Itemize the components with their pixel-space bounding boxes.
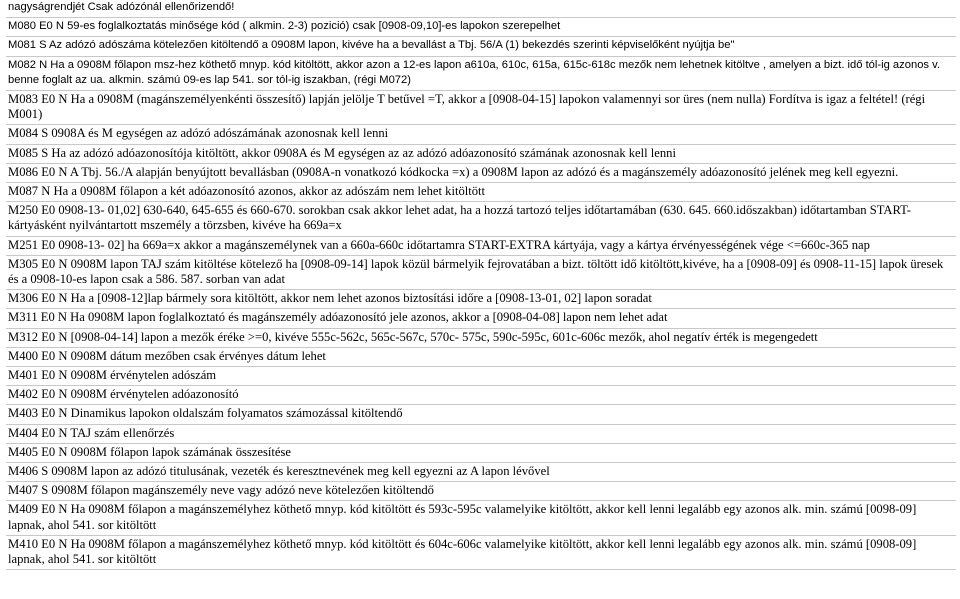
- rule-m406: M406 S 0908M lapon az adózó titulusának, vezeték és keresztnevének meg kell egyezni az A lapon lévővel: [6, 463, 956, 482]
- rule-m312: M312 E0 N [0908-04-14] lapon a mezők éréke >=0, kivéve 555c-562c, 565c-567c, 570c- 575c, 590c-595c, 601c-606c mezők, ahol negatív érték is megengedett: [6, 329, 956, 348]
- rule-m080: M080 E0 N 59-es foglalkoztatás minősége kód ( alkmin. 2-3) pozició) csak [0908-09,10]-es lapokon szerepelhet: [6, 18, 956, 37]
- rule-m306: M306 E0 N Ha a [0908-12]lap bármely sora kitöltött, akkor nem lehet azonos biztosítási időre a [0908-13-01, 02] lapon soradat: [6, 290, 956, 309]
- rule-m410: M410 E0 N Ha 0908M főlapon a magánszemélyhez köthető mnyp. kód kitöltött és 604c-606c valamelyike kitöltött, akkor kell lenni legalább egy azonos alk. min. számú [0908-09] lapnak, ahol 541. sor kitöltött: [6, 536, 956, 570]
- rule-m409: M409 E0 N Ha 0908M főlapon a magánszemélyhez köthető mnyp. kód kitöltött és 593c-595c valamelyike kitöltött, akkor kell lenni legalább egy azonos alk. min. számú [0098-09] lapnak, ahol 541. sor kitöltött: [6, 501, 956, 535]
- rule-m305: M305 E0 N 0908M lapon TAJ szám kitöltése kötelező ha [0908-09-14] lapok közül bármelyik fejrovatában a bizt. töltött idő kitöltött,kivéve, ha a [0908-09] és 0908-11-15] lapok üresek és a 0908-10-es lapon csak a 586. 587. sorban van adat: [6, 256, 956, 290]
- rule-m251: M251 E0 0908-13- 02] ha 669a=x akkor a magánszemélynek van a 660a-660c időtartamra START-EXTRA kártyája, vagy a kártya érvényességének vége <=660c-365 nap: [6, 237, 956, 256]
- rule-m400: M400 E0 N 0908M dátum mezőben csak érvényes dátum lehet: [6, 348, 956, 367]
- rule-m402: M402 E0 N 0908M érvénytelen adóazonosító: [6, 386, 956, 405]
- text-line: nagyságrendjét Csak adózónál ellenőrizendő!: [6, 0, 956, 18]
- rule-m085: M085 S Ha az adózó adóazonosítója kitöltött, akkor 0908A és M egységen az az adózó adóazonosító számának azonosnak kell lenni: [6, 145, 956, 164]
- rule-m087: M087 N Ha a 0908M főlapon a két adóazonosító azonos, akkor az adószám nem lehet kitöltött: [6, 183, 956, 202]
- rule-m082: M082 N Ha a 0908M főlapon msz-hez köthető mnyp. kód kitöltött, akkor azon a 12-es lapon a610a, 610c, 615a, 615c-618c mezők nem lehetnek kitöltve , amelyen a bizt. idő tól-ig azonos v. benne foglalt az ua. alkmin. számú 09-es lap 541. sor tól-ig iszakban, (régi M072): [6, 57, 956, 91]
- rule-m405: M405 E0 N 0908M főlapon lapok számának összesítése: [6, 444, 956, 463]
- rule-m404: M404 E0 N TAJ szám ellenőrzés: [6, 425, 956, 444]
- rule-m083: M083 E0 N Ha a 0908M (magánszemélyenkénti összesítő) lapján jelölje T betűvel =T, akkor a [0908-04-15] lapokon valamennyi sor üres (nem nulla) Fordítva is igaz a feltétel! (régi M001): [6, 91, 956, 125]
- rule-m407: M407 S 0908M főlapon magánszemély neve vagy adózó neve kötelezően kitöltendő: [6, 482, 956, 501]
- rule-m084: M084 S 0908A és M egységen az adózó adószámának azonosnak kell lenni: [6, 125, 956, 144]
- rule-m081: M081 S Az adózó adószáma kötelezően kitöltendő a 0908M lapon, kivéve ha a bevallást a Tbj. 56/A (1) bekezdés szerinti képviselőként nyújtja be": [6, 37, 956, 56]
- rule-m086: M086 E0 N A Tbj. 56./A alapján benyújtott bevallásban (0908A-n vonatkozó kódkocka =x) a 0908M lapon az adózó és a magánszemély adóazonosító jelének meg kell egyezni.: [6, 164, 956, 183]
- rule-m403: M403 E0 N Dinamikus lapokon oldalszám folyamatos számozással kitöltendő: [6, 405, 956, 424]
- rule-m250: M250 E0 0908-13- 01,02] 630-640, 645-655 és 660-670. sorokban csak akkor lehet adat, ha a hozzá tartozó teljes időtartamában (630. 645. 660.időszakban) időtartamban START-kártyásként nyilvántartott mszemély a törzsben, kivéve ha 669a=x: [6, 202, 956, 236]
- rule-m311: M311 E0 N Ha 0908M lapon foglalkoztató és magánszemély adóazonosító jele azonos, akkor a [0908-04-08] lapon nem lehet adat: [6, 309, 956, 328]
- rule-m401: M401 E0 N 0908M érvénytelen adószám: [6, 367, 956, 386]
